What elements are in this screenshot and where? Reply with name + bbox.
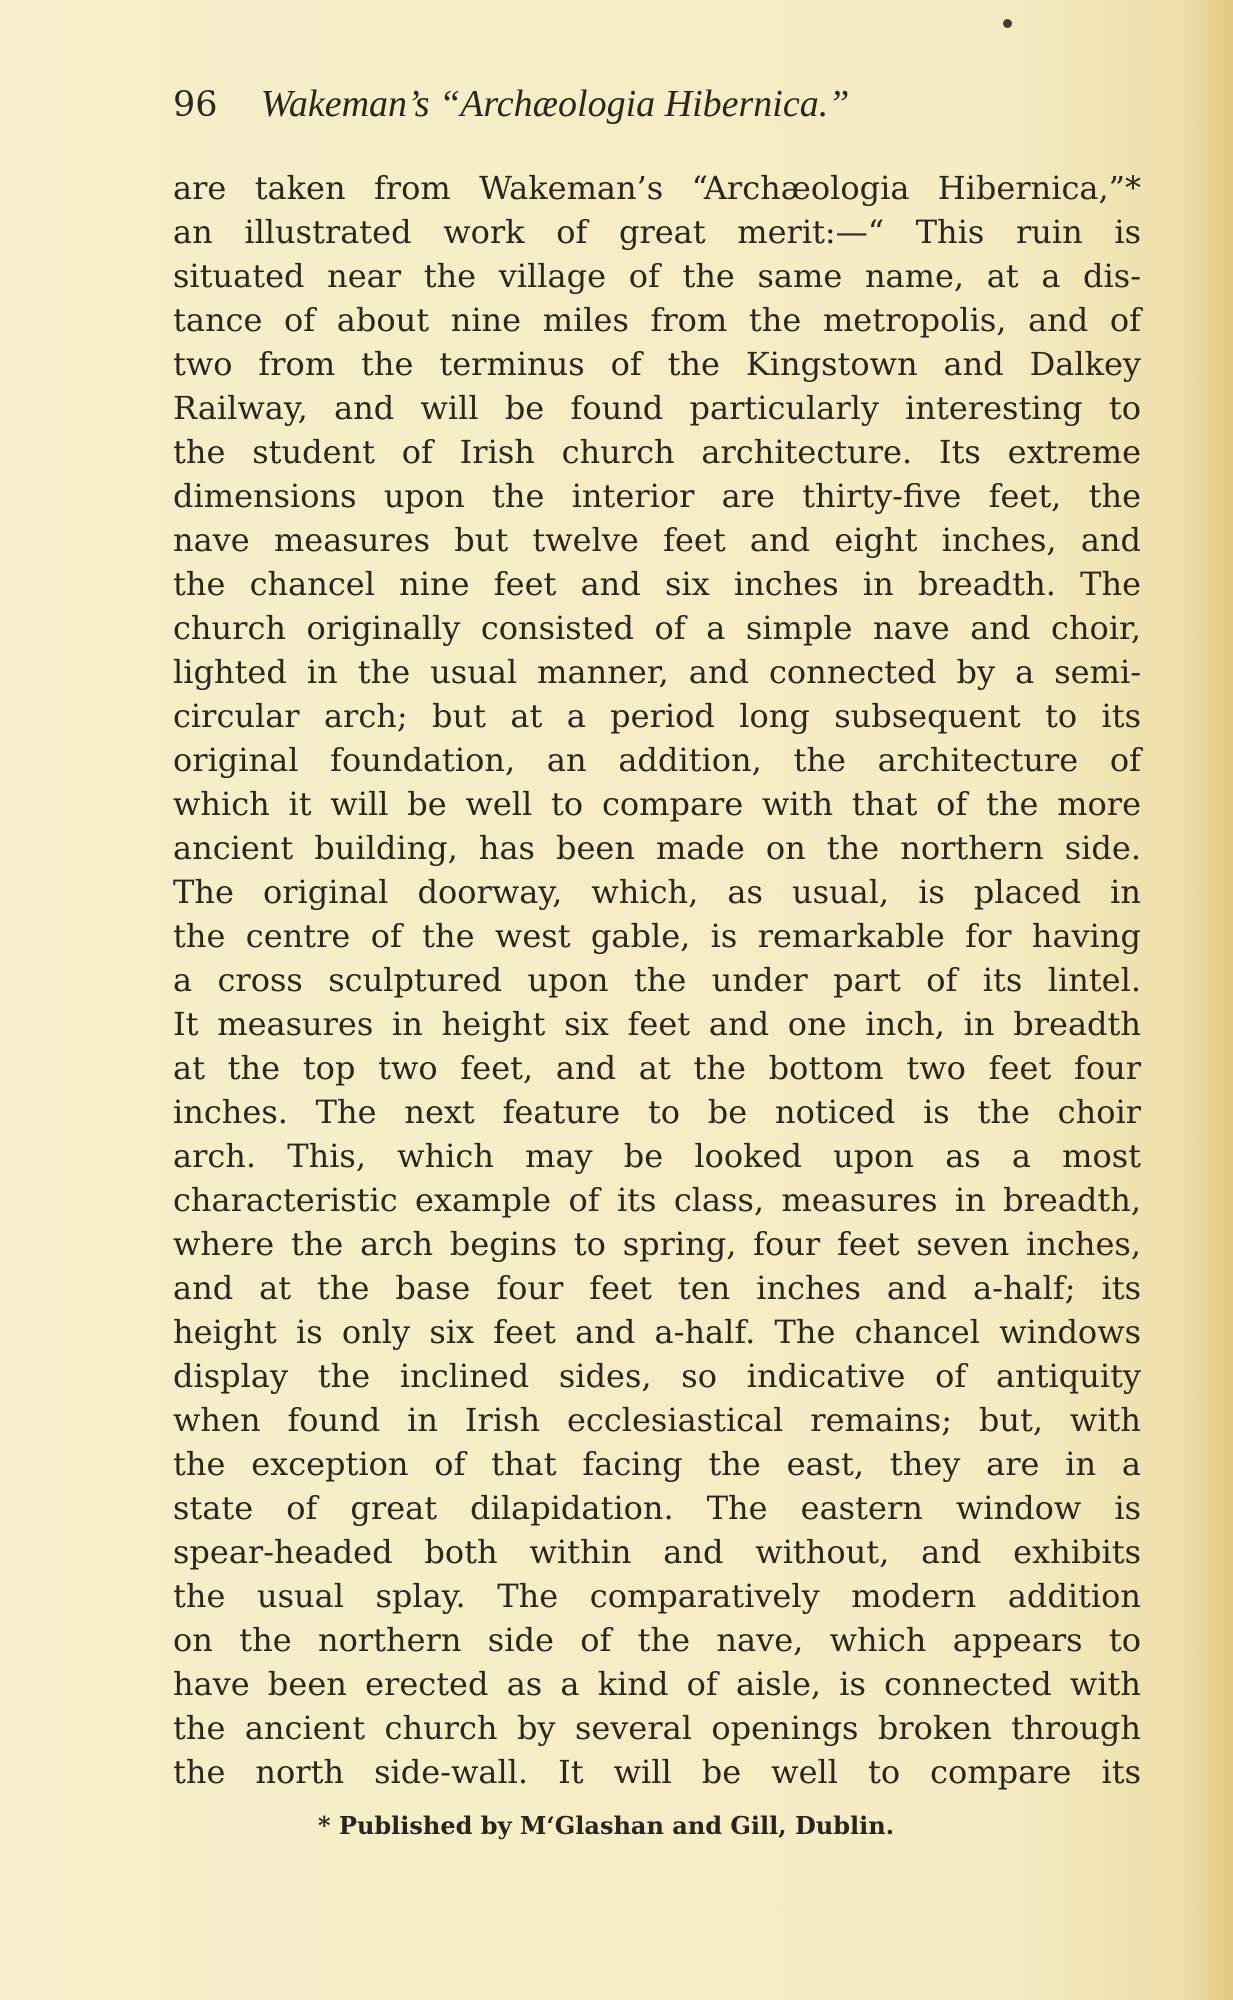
text-line: state of great dilapidation. The eastern window is <box>173 1489 1141 1527</box>
text-line: Railway, and will be found particularly interesting to <box>173 389 1141 427</box>
text-line: tance of about nine miles from the metropolis, and of <box>173 301 1141 339</box>
text-line: situated near the village of the same name, at a dis- <box>173 257 1141 295</box>
text-line: ancient building, has been made on the northern side. <box>173 829 1141 867</box>
running-title: Wakeman’s “Archæologia Hibernica.” <box>260 83 850 125</box>
text-line: at the top two feet, and at the bottom two feet four <box>173 1049 1141 1087</box>
text-line: It measures in height six feet and one inch, in breadth <box>173 1005 1141 1043</box>
text-line: circular arch; but at a period long subsequent to its <box>173 697 1141 735</box>
text-line: the north side-wall. It will be well to compare its <box>173 1753 1141 1791</box>
ink-speck <box>1003 19 1012 28</box>
text-line: nave measures but twelve feet and eight inches, and <box>173 521 1141 559</box>
text-line: the centre of the west gable, is remarkable for having <box>173 917 1141 955</box>
text-line: which it will be well to compare with that of the more <box>173 785 1141 823</box>
text-line: the student of Irish church architecture. Its extreme <box>173 433 1141 471</box>
text-line: a cross sculptured upon the under part of its lintel. <box>173 961 1141 999</box>
text-line: and at the base four feet ten inches and a-half; its <box>173 1269 1141 1307</box>
text-line: on the northern side of the nave, which appears to <box>173 1621 1141 1659</box>
text-line: original foundation, an addition, the architecture of <box>173 741 1141 779</box>
body-text <box>173 166 1141 1794</box>
page-edge-shading <box>1193 0 1233 2000</box>
text-line: have been erected as a kind of aisle, is connected with <box>173 1665 1141 1703</box>
text-line: two from the terminus of the Kingstown and Dalkey <box>173 345 1141 383</box>
running-head <box>173 80 849 129</box>
text-line: the chancel nine feet and six inches in breadth. The <box>173 565 1141 603</box>
text-line: The original doorway, which, as usual, is placed in <box>173 873 1141 911</box>
text-line: dimensions upon the interior are thirty-five feet, the <box>173 477 1141 515</box>
text-line: inches. The next feature to be noticed is the choir <box>173 1093 1141 1131</box>
text-line: display the inclined sides, so indicative of antiquity <box>173 1357 1141 1395</box>
text-line: when found in Irish ecclesiastical remains; but, with <box>173 1401 1141 1439</box>
text-line: are taken from Wakeman’s “Archæologia Hibernica,”* <box>173 169 1141 207</box>
text-line: arch. This, which may be looked upon as a most <box>173 1137 1141 1175</box>
text-line: spear-headed both within and without, and exhibits <box>173 1533 1141 1571</box>
page-number: 96 <box>173 85 218 125</box>
text-line: characteristic example of its class, measures in breadth, <box>173 1181 1141 1219</box>
text-line: height is only six feet and a-half. The chancel windows <box>173 1313 1141 1351</box>
footnote: * Published by M‘Glashan and Gill, Dublin. <box>318 1811 895 1840</box>
text-line: the usual splay. The comparatively modern addition <box>173 1577 1141 1615</box>
text-line: church originally consisted of a simple nave and choir, <box>173 609 1141 647</box>
text-line: the ancient church by several openings broken through <box>173 1709 1141 1747</box>
text-line: lighted in the usual manner, and connected by a semi- <box>173 653 1141 691</box>
text-line: an illustrated work of great merit:—“ This ruin is <box>173 213 1141 251</box>
text-line: where the arch begins to spring, four feet seven inches, <box>173 1225 1141 1263</box>
text-line: the exception of that facing the east, they are in a <box>173 1445 1141 1483</box>
